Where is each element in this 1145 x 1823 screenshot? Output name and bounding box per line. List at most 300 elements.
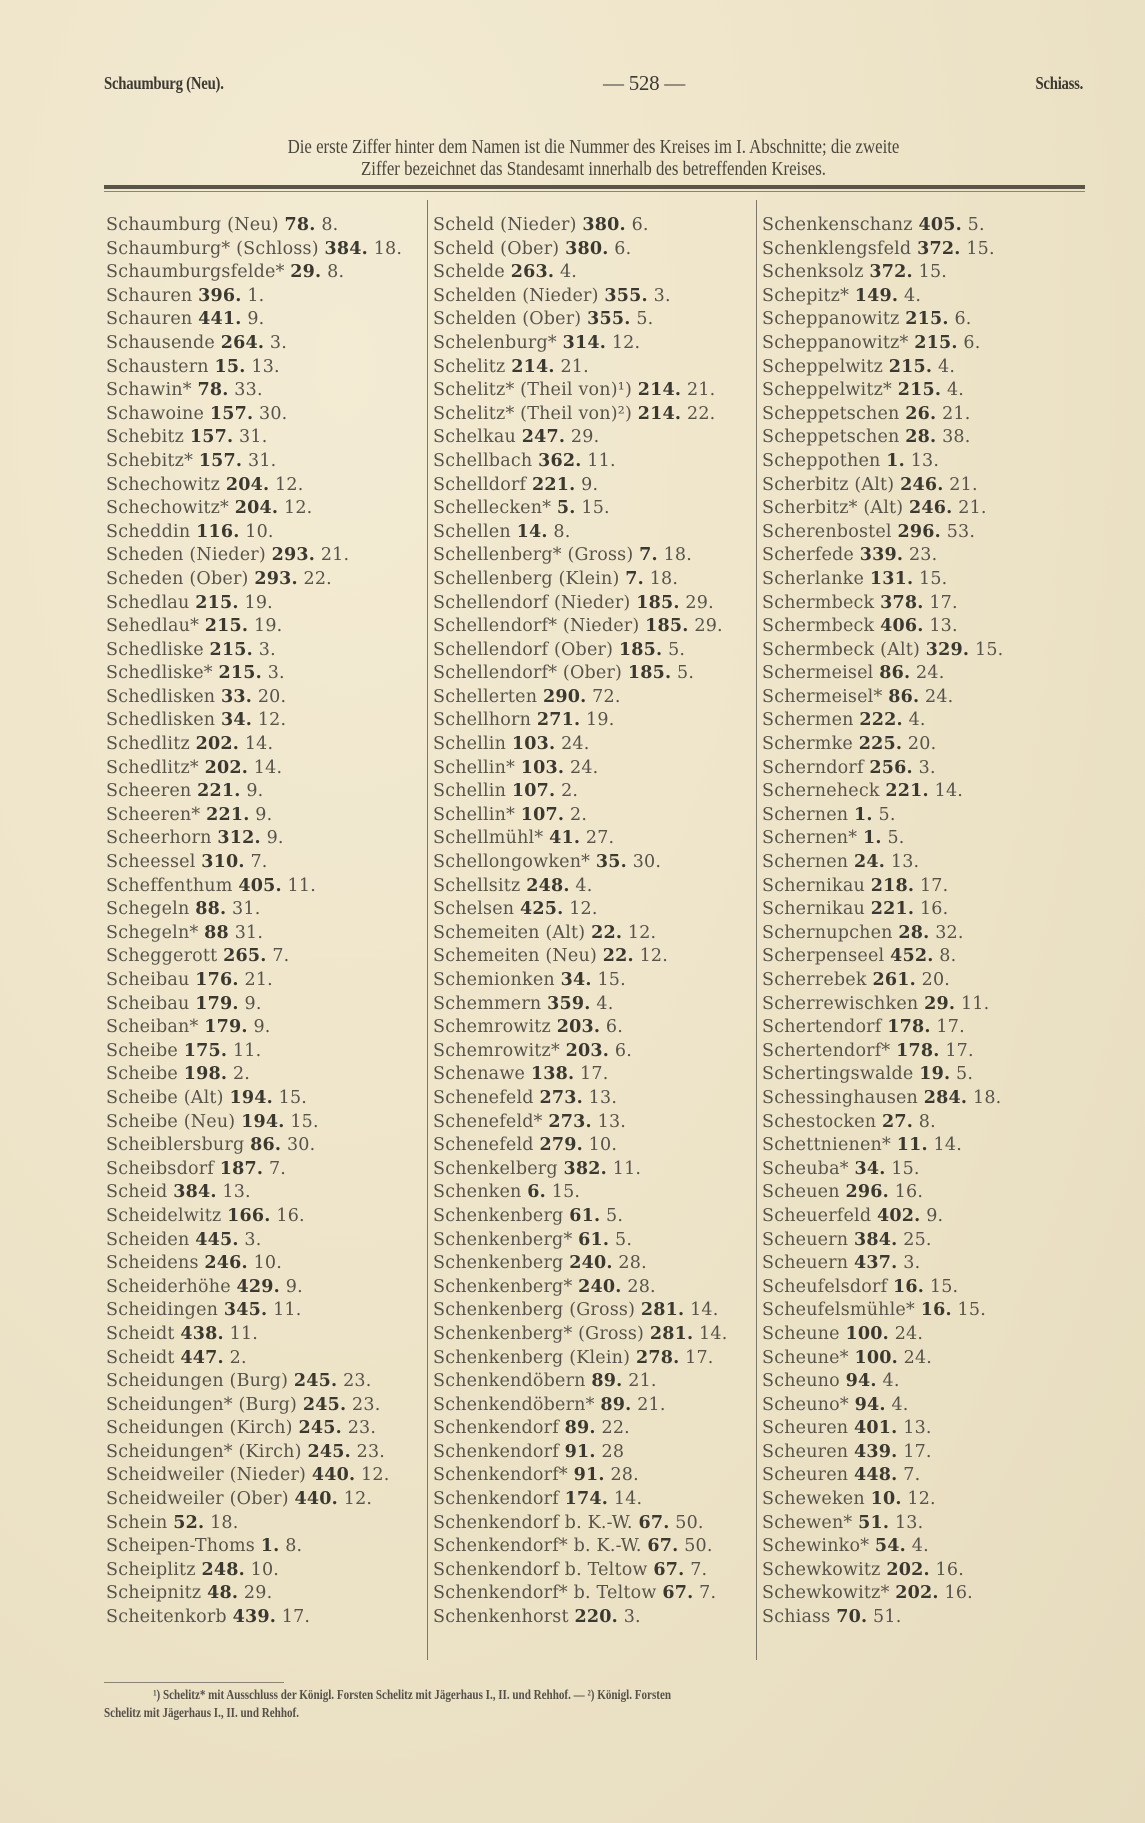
registry-number: 6. [954, 309, 972, 330]
district-number: 405. [918, 215, 962, 235]
district-number: 312. [217, 828, 261, 849]
registry-number: 29. [243, 1583, 273, 1604]
registry-number: 9. [253, 1017, 271, 1038]
place-name: Schenkelberg [433, 1158, 558, 1179]
place-name: Scheitenkorb [106, 1607, 227, 1628]
place-name: Scheidweiler (Ober) [106, 1489, 289, 1510]
registry-number: 14. [699, 1323, 728, 1344]
district-number: 380. [582, 215, 626, 235]
district-number: 296. [845, 1182, 889, 1203]
index-entry [762, 1441, 1003, 1465]
index-entry [762, 1347, 1003, 1371]
district-number: 246. [204, 1253, 248, 1274]
index-entry [433, 332, 727, 356]
index-entry [762, 1087, 1003, 1111]
registry-number: 10. [250, 1559, 280, 1580]
index-entry [106, 615, 402, 639]
district-number: 185. [618, 639, 663, 660]
index-entry [762, 1252, 1003, 1276]
place-name: Schenkenberg* (Gross) [433, 1323, 645, 1344]
district-number: 452. [890, 946, 934, 967]
registry-number: 32. [935, 922, 964, 943]
place-name: Schenefeld* [433, 1111, 543, 1132]
index-entry [106, 827, 402, 851]
registry-number: 21. [949, 474, 978, 495]
district-number: 107. [520, 804, 565, 825]
district-number: 215. [204, 616, 249, 637]
place-name: Scheden (Ober) [106, 568, 249, 589]
district-number: 440. [294, 1489, 338, 1510]
index-entry [106, 804, 402, 828]
district-number: 54. [874, 1536, 906, 1557]
registry-number: 31. [248, 450, 277, 471]
index-entry [433, 474, 727, 498]
district-number: 215. [209, 639, 253, 660]
index-entry [762, 1181, 1003, 1205]
registry-number: 20. [257, 686, 287, 707]
index-entry [762, 639, 1003, 663]
index-entry [106, 379, 402, 403]
district-number: 372. [869, 262, 913, 283]
place-name: Schemrowitz [433, 1017, 551, 1038]
index-entry [106, 945, 402, 969]
district-number: 34. [854, 1158, 886, 1179]
place-name: Schertendorf [762, 1017, 882, 1038]
index-entry [762, 969, 1003, 993]
registry-number: 28. [618, 1253, 647, 1274]
registry-number: 3. [918, 757, 936, 778]
place-name: Schelkau [433, 427, 516, 448]
index-entry [762, 1488, 1003, 1512]
district-number: 310. [201, 852, 245, 873]
registry-number: 13. [588, 1087, 618, 1108]
index-entry [433, 1394, 727, 1418]
place-name: Schenefeld [433, 1135, 534, 1156]
place-name: Schelenburg* [433, 332, 557, 353]
registry-number: 53. [946, 521, 976, 542]
registry-number: 18. [663, 545, 693, 566]
index-entry [106, 403, 402, 427]
index-entry [762, 544, 1003, 568]
index-entry [433, 1205, 727, 1229]
index-entry [762, 615, 1003, 639]
place-name: Schausende [106, 332, 215, 353]
index-entry [762, 709, 1003, 733]
index-entry [106, 969, 402, 993]
index-entry [433, 780, 727, 804]
district-number: 384. [854, 1229, 898, 1250]
district-number: 34. [221, 710, 253, 731]
registry-number: 16. [276, 1205, 305, 1226]
index-entry [433, 1111, 727, 1135]
place-name: Schemionken [433, 970, 555, 990]
place-name: Scheffenthum [106, 875, 233, 896]
place-name: Schellmühl* [433, 828, 544, 849]
registry-number: 12. [907, 1489, 936, 1510]
place-name: Schenkenberg* [433, 1276, 573, 1297]
place-name: Schermeisel [762, 663, 874, 684]
district-number: 263. [510, 262, 555, 283]
registry-number: 10. [253, 1253, 283, 1274]
index-entry [106, 1016, 402, 1040]
district-number: 355. [587, 309, 631, 330]
registry-number: 17. [945, 1040, 974, 1061]
district-number: 281. [649, 1323, 694, 1344]
district-number: 88 [204, 922, 229, 943]
registry-number: 29. [685, 592, 714, 613]
registry-number: 72. [592, 686, 621, 707]
registry-number: 16. [919, 899, 949, 920]
registry-number: 4. [904, 285, 922, 306]
place-name: Schenkenhorst [433, 1607, 569, 1628]
place-name: Schermke [762, 734, 853, 755]
index-entry [433, 1299, 727, 1323]
place-name: Schewen* [762, 1512, 853, 1533]
registry-number: 11. [273, 1300, 302, 1321]
index-entry [106, 1111, 402, 1135]
district-number: 6. [527, 1182, 546, 1203]
registry-number: 15. [918, 262, 948, 283]
district-number: 279. [539, 1135, 583, 1156]
registry-number: 17. [580, 1064, 609, 1085]
place-name: Schedlisken [106, 686, 216, 707]
index-entry [433, 1181, 727, 1205]
district-number: 35. [595, 852, 627, 873]
registry-number: 18. [210, 1512, 239, 1533]
registry-number: 2. [561, 781, 579, 802]
district-number: 339. [859, 545, 904, 566]
place-name: Scheidweiler (Nieder) [106, 1465, 307, 1486]
place-name: Schellecken* [433, 498, 552, 519]
place-name: Schemeiten (Neu) [433, 946, 597, 967]
intro-note [104, 136, 1083, 180]
index-entry [433, 379, 727, 403]
place-name: Schenkendöbern [433, 1371, 586, 1392]
place-name: Scheuern [762, 1253, 849, 1274]
index-entry [106, 592, 402, 616]
district-number: 89. [564, 1418, 596, 1439]
index-entry [106, 1559, 402, 1583]
index-entry [433, 261, 727, 285]
place-name: Schein [106, 1512, 168, 1533]
index-entry [106, 214, 402, 238]
district-number: 384. [324, 238, 368, 259]
index-entry [433, 922, 727, 946]
place-name: Schebitz [106, 427, 185, 448]
district-number: 10. [870, 1489, 902, 1510]
district-number: 174. [564, 1489, 609, 1510]
index-entry [762, 1040, 1003, 1064]
district-number: 362. [538, 450, 582, 471]
place-name: Schermen [762, 710, 854, 731]
index-entry [762, 474, 1003, 498]
registry-number: 4. [575, 875, 593, 896]
index-entry [762, 238, 1003, 262]
place-name: Schedlau [106, 592, 190, 613]
district-number: 355. [604, 285, 648, 306]
index-entry [762, 592, 1003, 616]
registry-number: 14. [244, 734, 274, 755]
place-name: Scheuba* [762, 1158, 849, 1179]
registry-number: 4. [908, 710, 926, 731]
place-name: Scheibe [106, 1064, 178, 1085]
registry-number: 33. [234, 380, 263, 401]
place-name: Schenkenberg (Gross) [433, 1300, 636, 1321]
index-entry [433, 497, 727, 521]
registry-number: 3. [903, 1253, 921, 1274]
district-number: 194. [241, 1111, 285, 1132]
registry-number: 21. [320, 545, 350, 566]
district-number: 202. [886, 1559, 930, 1580]
index-entry [433, 804, 727, 828]
district-number: 67. [647, 1536, 679, 1557]
district-number: 380. [565, 238, 609, 259]
district-number: 11. [896, 1135, 928, 1156]
registry-number: 11. [612, 1158, 642, 1179]
place-name: Schellin [433, 781, 507, 802]
index-entry [106, 1299, 402, 1323]
place-name: Schelitz [433, 356, 506, 377]
index-entry [762, 1205, 1003, 1229]
district-number: 261. [872, 970, 916, 990]
registry-number: 11. [960, 993, 990, 1014]
registry-number: 8. [285, 1536, 303, 1557]
district-number: 198. [183, 1064, 228, 1085]
index-entry [433, 592, 727, 616]
index-entry [433, 568, 727, 592]
index-entry [762, 356, 1003, 380]
index-entry [762, 1276, 1003, 1300]
registry-number: 19. [244, 592, 273, 613]
place-name: Scheidelwitz [106, 1205, 222, 1226]
registry-number: 50. [684, 1536, 713, 1557]
registry-number: 31. [234, 922, 264, 943]
place-name: Schemmern [433, 993, 542, 1014]
district-number: 429. [236, 1276, 280, 1297]
place-name: Schellbach [433, 450, 533, 471]
index-entry [106, 1158, 402, 1182]
district-number: 28. [898, 922, 930, 943]
registry-number: 31. [239, 427, 268, 448]
district-number: 19. [919, 1064, 951, 1085]
registry-number: 4. [937, 356, 956, 377]
place-name: Scheune* [762, 1347, 849, 1368]
district-number: 202. [204, 757, 249, 778]
place-name: Schenawe [433, 1064, 526, 1085]
district-number: 240. [578, 1276, 622, 1297]
place-name: Schechowitz [106, 474, 221, 495]
place-name: Scheipen-Thoms [106, 1536, 255, 1557]
registry-number: 21. [244, 970, 273, 990]
registry-number: 5. [878, 804, 896, 825]
registry-number: 21. [958, 498, 987, 519]
registry-number: 29. [570, 427, 600, 448]
registry-number: 9. [285, 1276, 303, 1297]
index-entry [762, 922, 1003, 946]
district-number: 384. [173, 1182, 217, 1203]
place-name: Schenklengsfeld [762, 238, 912, 259]
registry-number: 23. [352, 1394, 381, 1415]
registry-number: 50. [675, 1512, 704, 1533]
place-name: Schernen [762, 804, 849, 825]
place-name: Scheuren [762, 1465, 849, 1486]
place-name: Schernen [762, 852, 849, 873]
index-entry [433, 662, 727, 686]
place-name: Schelitz* (Theil von)²) [433, 403, 633, 424]
index-entry [106, 544, 402, 568]
index-entry [433, 1040, 727, 1064]
registry-number: 14. [934, 781, 964, 802]
index-entry [433, 403, 727, 427]
index-entry [106, 1441, 402, 1465]
place-name: Schelsen [433, 899, 515, 920]
page-number: — 528 — [603, 71, 685, 95]
registry-number: 22. [687, 403, 716, 424]
registry-number: 51. [873, 1607, 902, 1628]
place-name: Schedlitz* [106, 757, 199, 778]
place-name: Schenkenberg* [433, 1229, 573, 1250]
index-entry [762, 1323, 1003, 1347]
registry-number: 14. [613, 1489, 643, 1510]
registry-number: 2. [229, 1347, 247, 1368]
registry-number: 12. [611, 332, 641, 353]
registry-number: 13. [903, 1418, 932, 1439]
registry-number: 8. [321, 215, 339, 235]
index-entry [762, 827, 1003, 851]
district-number: 264. [220, 332, 265, 353]
district-number: 221. [197, 781, 241, 802]
registry-number: 20. [921, 970, 951, 990]
place-name: Scheppelwitz* [762, 380, 892, 401]
registry-number: 17. [281, 1607, 311, 1628]
registry-number: 14. [933, 1135, 962, 1156]
index-entry [106, 780, 402, 804]
place-name: Schellerten [433, 686, 538, 707]
district-number: 246. [909, 498, 953, 519]
place-name: Schenefeld [433, 1087, 534, 1108]
registry-number: 4. [911, 1536, 929, 1557]
district-number: 265. [223, 946, 267, 967]
registry-number: 27. [585, 828, 615, 849]
place-name: Scheidens [106, 1253, 199, 1274]
index-entry [106, 308, 402, 332]
place-name: Schermbeck (Alt) [762, 639, 921, 660]
place-name: Schenkendorf* [433, 1465, 568, 1486]
place-name: Scheidingen [106, 1300, 219, 1321]
registry-number: 1. [247, 285, 265, 306]
registry-number: 9. [581, 474, 599, 495]
registry-number: 11. [587, 450, 616, 471]
registry-number: 9. [246, 781, 264, 802]
district-number: 240. [569, 1253, 613, 1274]
district-number: 245. [298, 1418, 342, 1439]
place-name: Schenkendorf b. K.-W. [433, 1512, 633, 1533]
district-number: 1. [260, 1536, 280, 1557]
index-entry [433, 1370, 727, 1394]
index-entry [762, 1559, 1003, 1583]
registry-number: 2. [232, 1064, 251, 1085]
district-number: 256. [869, 757, 913, 778]
place-name: Scheibau [106, 993, 190, 1014]
registry-number: 24. [570, 757, 599, 778]
place-name: Schelldorf [433, 474, 527, 495]
place-name: Schessinghausen [762, 1087, 919, 1108]
index-entry [106, 426, 402, 450]
district-number: 278. [635, 1347, 680, 1368]
registry-number: 28. [610, 1465, 639, 1486]
place-name: Scheibe (Alt) [106, 1087, 224, 1108]
index-entry [762, 426, 1003, 450]
district-number: 1. [854, 804, 873, 825]
place-name: Scheuren [762, 1441, 849, 1462]
district-number: 245. [302, 1394, 347, 1415]
index-entry [433, 733, 727, 757]
district-number: 273. [539, 1087, 583, 1108]
index-entry [106, 662, 402, 686]
index-entry [433, 709, 727, 733]
place-name: Scherenbostel [762, 521, 892, 542]
district-number: 179. [195, 993, 239, 1014]
place-name: Schelden (Ober) [433, 309, 582, 330]
registry-number: 6. [614, 1040, 632, 1061]
index-entry [762, 1464, 1003, 1488]
index-entry [433, 945, 727, 969]
place-name: Schemrowitz* [433, 1040, 560, 1061]
district-number: 138. [530, 1064, 575, 1085]
place-name: Schertendorf* [762, 1040, 891, 1061]
place-name: Scheidt [106, 1347, 175, 1368]
index-entry [106, 639, 402, 663]
registry-number: 24. [894, 1323, 924, 1344]
index-entry [433, 898, 727, 922]
district-number: 439. [854, 1441, 898, 1462]
index-entry [106, 922, 402, 946]
index-column-3 [762, 214, 1003, 1630]
place-name: Schellenberg (Klein) [433, 568, 620, 589]
district-number: 439. [232, 1607, 276, 1628]
place-name: Scheggerott [106, 946, 218, 967]
registry-number: 19. [254, 616, 283, 637]
place-name: Schermbeck [762, 616, 875, 637]
place-name: Scheppelwitz [762, 356, 884, 377]
district-number: 378. [880, 592, 924, 613]
registry-number: 15. [975, 639, 1004, 660]
registry-number: 9. [247, 309, 265, 330]
index-entry [762, 898, 1003, 922]
index-entry [433, 1229, 727, 1253]
place-name: Scherfede [762, 545, 854, 566]
district-number: 220. [574, 1607, 618, 1628]
registry-number: 8. [327, 262, 345, 283]
district-number: 22. [591, 922, 623, 943]
district-number: 48. [207, 1583, 239, 1604]
district-number: 103. [511, 734, 556, 755]
registry-number: 18. [973, 1087, 1002, 1108]
registry-number: 12. [569, 899, 598, 920]
district-number: 67. [662, 1583, 694, 1604]
district-number: 67. [653, 1559, 685, 1580]
index-entry [433, 238, 727, 262]
district-number: 7. [625, 568, 644, 589]
registry-number: 31. [232, 899, 261, 920]
registry-number: 16. [894, 1182, 924, 1203]
index-entry [106, 521, 402, 545]
registry-number: 8. [918, 1111, 936, 1132]
registry-number: 5. [677, 663, 695, 684]
registry-number: 13. [894, 1512, 924, 1533]
registry-number: 15. [957, 1300, 986, 1321]
index-entry [762, 308, 1003, 332]
